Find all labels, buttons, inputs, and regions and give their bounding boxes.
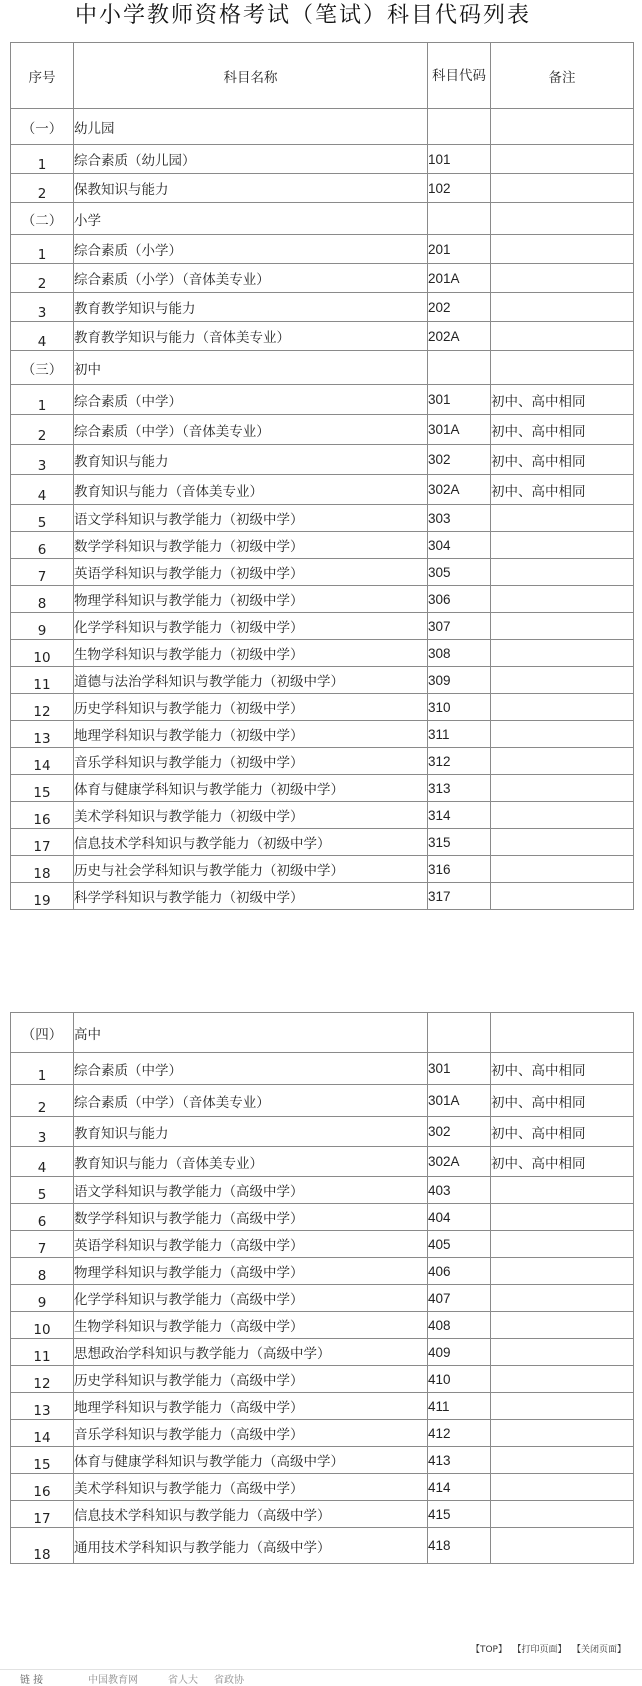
- remark: [491, 829, 634, 856]
- remark: [491, 802, 634, 829]
- subject-code: [428, 351, 491, 385]
- table-row: [11, 1312, 634, 1339]
- subject-code-table: [10, 42, 634, 910]
- remark: [491, 613, 634, 640]
- subject-name: 数学学科知识与教学能力（初级中学）: [74, 532, 428, 559]
- row-number: 2: [11, 264, 74, 293]
- subject-name: 教育知识与能力（音体美专业）: [74, 475, 428, 505]
- table-row: [11, 532, 634, 559]
- subject-name: 语文学科知识与教学能力（高级中学）: [74, 1177, 428, 1204]
- remark: [491, 1231, 634, 1258]
- subject-code: 316: [428, 856, 491, 883]
- subject-code: 406: [428, 1258, 491, 1285]
- row-number: （三）: [11, 351, 74, 385]
- row-number: 3: [11, 293, 74, 322]
- row-number: 11: [11, 1339, 74, 1366]
- subject-name: 体育与健康学科知识与教学能力（高级中学）: [74, 1447, 428, 1474]
- remark: [491, 1013, 634, 1053]
- subject-name: 音乐学科知识与教学能力（高级中学）: [74, 1420, 428, 1447]
- subject-name: 历史学科知识与教学能力（高级中学）: [74, 1366, 428, 1393]
- subject-name: 通用技术学科知识与教学能力（高级中学）: [74, 1528, 428, 1564]
- table-row: [11, 613, 634, 640]
- subject-name: 教育知识与能力（音体美专业）: [74, 1147, 428, 1177]
- subject-code: 202: [428, 293, 491, 322]
- table-row: [11, 1285, 634, 1312]
- subject-code: 302A: [428, 475, 491, 505]
- header-name: 科目名称: [74, 43, 428, 109]
- row-number: （一）: [11, 109, 74, 145]
- remark: [491, 264, 634, 293]
- row-number: 9: [11, 613, 74, 640]
- table-row: [11, 145, 634, 174]
- subject-name: 综合素质（中学）: [74, 385, 428, 415]
- table-row: [11, 1393, 634, 1420]
- subject-code: 201A: [428, 264, 491, 293]
- row-number: 7: [11, 1231, 74, 1258]
- subject-name: 高中: [74, 1013, 428, 1053]
- footer-links-label: 链 接: [20, 1675, 44, 1686]
- subject-code: [428, 203, 491, 235]
- subject-name: 语文学科知识与教学能力（初级中学）: [74, 505, 428, 532]
- remark: [491, 203, 634, 235]
- row-number: 13: [11, 1393, 74, 1420]
- subject-code: 415: [428, 1501, 491, 1528]
- row-number: 3: [11, 445, 74, 475]
- footer-link-edu[interactable]: 中国教育网: [88, 1675, 138, 1686]
- subject-name: 幼儿园: [74, 109, 428, 145]
- subject-code: 307: [428, 613, 491, 640]
- print-page-link[interactable]: 【打印页面】: [516, 1645, 567, 1655]
- row-number: 2: [11, 1085, 74, 1117]
- remark: 初中、高中相同: [491, 1053, 634, 1085]
- subject-name: 生物学科知识与教学能力（初级中学）: [74, 640, 428, 667]
- remark: [491, 1285, 634, 1312]
- row-number: 1: [11, 385, 74, 415]
- row-number: 1: [11, 145, 74, 174]
- subject-code: 314: [428, 802, 491, 829]
- table-row: [11, 748, 634, 775]
- subject-name: 历史与社会学科知识与教学能力（初级中学）: [74, 856, 428, 883]
- table-row: [11, 385, 634, 415]
- subject-name: 音乐学科知识与教学能力（初级中学）: [74, 748, 428, 775]
- subject-name: 教育知识与能力: [74, 445, 428, 475]
- subject-name: 初中: [74, 351, 428, 385]
- row-number: 12: [11, 694, 74, 721]
- row-number: 11: [11, 667, 74, 694]
- remark: 初中、高中相同: [491, 385, 634, 415]
- row-number: 4: [11, 1147, 74, 1177]
- subject-code: 315: [428, 829, 491, 856]
- table-row: [11, 856, 634, 883]
- table-row: [11, 475, 634, 505]
- remark: 初中、高中相同: [491, 445, 634, 475]
- subject-code: [428, 1013, 491, 1053]
- remark: [491, 1420, 634, 1447]
- subject-code: 301: [428, 385, 491, 415]
- subject-name: 物理学科知识与教学能力（高级中学）: [74, 1258, 428, 1285]
- subject-code: 411: [428, 1393, 491, 1420]
- subject-code: 404: [428, 1204, 491, 1231]
- subject-code: 407: [428, 1285, 491, 1312]
- remark: [491, 1204, 634, 1231]
- table-row: [11, 174, 634, 203]
- subject-name: 科学学科知识与教学能力（初级中学）: [74, 883, 428, 910]
- remark: [491, 667, 634, 694]
- table-row: [11, 1177, 634, 1204]
- subject-code: 301A: [428, 1085, 491, 1117]
- table-row: [11, 264, 634, 293]
- row-number: 13: [11, 721, 74, 748]
- remark: [491, 640, 634, 667]
- remark: 初中、高中相同: [491, 1147, 634, 1177]
- subject-code-table-continued: [10, 1012, 634, 1564]
- table-row: [11, 235, 634, 264]
- table-row: [11, 1204, 634, 1231]
- table-row: [11, 1501, 634, 1528]
- subject-name: 保教知识与能力: [74, 174, 428, 203]
- subject-code: 305: [428, 559, 491, 586]
- row-number: 18: [11, 1528, 74, 1564]
- table-row: [11, 802, 634, 829]
- subject-code: 201: [428, 235, 491, 264]
- table-row: [11, 586, 634, 613]
- subject-code: 308: [428, 640, 491, 667]
- subject-code: 408: [428, 1312, 491, 1339]
- table-row: [11, 1339, 634, 1366]
- remark: [491, 1501, 634, 1528]
- subject-name: 美术学科知识与教学能力（高级中学）: [74, 1474, 428, 1501]
- row-number: （二）: [11, 203, 74, 235]
- table-row: [11, 1053, 634, 1085]
- top-link[interactable]: 【TOP】: [470, 1645, 507, 1655]
- subject-code: 304: [428, 532, 491, 559]
- row-number: 15: [11, 1447, 74, 1474]
- subject-name: 地理学科知识与教学能力（初级中学）: [74, 721, 428, 748]
- subject-code: [428, 109, 491, 145]
- subject-name: 美术学科知识与教学能力（初级中学）: [74, 802, 428, 829]
- remark: [491, 1258, 634, 1285]
- subject-name: 综合素质（中学）（音体美专业）: [74, 1085, 428, 1117]
- subject-name: 教育教学知识与能力: [74, 293, 428, 322]
- remark: [491, 322, 634, 351]
- subject-name: 综合素质（中学）（音体美专业）: [74, 415, 428, 445]
- row-number: 15: [11, 775, 74, 802]
- table-row: [11, 1420, 634, 1447]
- subject-code: 410: [428, 1366, 491, 1393]
- subject-code: 301: [428, 1053, 491, 1085]
- subject-code: 414: [428, 1474, 491, 1501]
- subject-name: 地理学科知识与教学能力（高级中学）: [74, 1393, 428, 1420]
- row-number: 17: [11, 829, 74, 856]
- subject-code: 303: [428, 505, 491, 532]
- remark: [491, 775, 634, 802]
- subject-name: 综合素质（中学）: [74, 1053, 428, 1085]
- section-row: [11, 1013, 634, 1053]
- subject-name: 历史学科知识与教学能力（初级中学）: [74, 694, 428, 721]
- remark: [491, 883, 634, 910]
- table-row: [11, 415, 634, 445]
- subject-name: 小学: [74, 203, 428, 235]
- remark: [491, 351, 634, 385]
- row-number: （四）: [11, 1013, 74, 1053]
- remark: [491, 235, 634, 264]
- remark: [491, 559, 634, 586]
- row-number: 5: [11, 1177, 74, 1204]
- remark: [491, 145, 634, 174]
- remark: [491, 532, 634, 559]
- table-row: [11, 1474, 634, 1501]
- table-row: [11, 829, 634, 856]
- remark: [491, 505, 634, 532]
- row-number: 1: [11, 1053, 74, 1085]
- remark: [491, 109, 634, 145]
- remark: 初中、高中相同: [491, 475, 634, 505]
- subject-code: 312: [428, 748, 491, 775]
- row-number: 2: [11, 174, 74, 203]
- footer-link-cppcc[interactable]: 省政协: [214, 1675, 244, 1686]
- remark: [491, 586, 634, 613]
- row-number: 10: [11, 1312, 74, 1339]
- footer-link-npc[interactable]: 省人大: [168, 1675, 198, 1686]
- footer-links-bar: [0, 1669, 642, 1684]
- subject-code: 102: [428, 174, 491, 203]
- close-page-link[interactable]: 【关闭页面】: [576, 1645, 626, 1655]
- header-no: 序号: [11, 43, 74, 109]
- subject-name: 综合素质（幼儿园）: [74, 145, 428, 174]
- remark: [491, 1447, 634, 1474]
- subject-code: 403: [428, 1177, 491, 1204]
- header-code: 科目代码: [428, 43, 491, 109]
- remark: [491, 1366, 634, 1393]
- table-header-row: [11, 43, 634, 109]
- subject-code: 301A: [428, 415, 491, 445]
- subject-code: 313: [428, 775, 491, 802]
- row-number: 16: [11, 802, 74, 829]
- table-row: [11, 721, 634, 748]
- table-row: [11, 559, 634, 586]
- table-row: [11, 694, 634, 721]
- table-row: [11, 293, 634, 322]
- subject-name: 数学学科知识与教学能力（高级中学）: [74, 1204, 428, 1231]
- subject-name: 思想政治学科知识与教学能力（高级中学）: [74, 1339, 428, 1366]
- table-row: [11, 775, 634, 802]
- row-number: 14: [11, 748, 74, 775]
- row-number: 9: [11, 1285, 74, 1312]
- table-row: [11, 445, 634, 475]
- row-number: 2: [11, 415, 74, 445]
- row-number: 1: [11, 235, 74, 264]
- table-row: [11, 1147, 634, 1177]
- subject-name: 生物学科知识与教学能力（高级中学）: [74, 1312, 428, 1339]
- remark: [491, 1177, 634, 1204]
- subject-name: 体育与健康学科知识与教学能力（初级中学）: [74, 775, 428, 802]
- row-number: 8: [11, 1258, 74, 1285]
- section-row: [11, 109, 634, 145]
- subject-code: 302A: [428, 1147, 491, 1177]
- row-number: 5: [11, 505, 74, 532]
- subject-name: 信息技术学科知识与教学能力（高级中学）: [74, 1501, 428, 1528]
- subject-name: 综合素质（小学）: [74, 235, 428, 264]
- subject-name: 化学学科知识与教学能力（高级中学）: [74, 1285, 428, 1312]
- bottom-links: [461, 1642, 626, 1655]
- table-row: [11, 1366, 634, 1393]
- remark: [491, 694, 634, 721]
- subject-code: 306: [428, 586, 491, 613]
- remark: [491, 293, 634, 322]
- table-row: [11, 505, 634, 532]
- table-row: [11, 1528, 634, 1564]
- table-row: [11, 1447, 634, 1474]
- subject-code: 310: [428, 694, 491, 721]
- remark: 初中、高中相同: [491, 415, 634, 445]
- subject-code: 309: [428, 667, 491, 694]
- subject-name: 英语学科知识与教学能力（初级中学）: [74, 559, 428, 586]
- subject-name: 英语学科知识与教学能力（高级中学）: [74, 1231, 428, 1258]
- row-number: 16: [11, 1474, 74, 1501]
- subject-code: 202A: [428, 322, 491, 351]
- subject-name: 教育教学知识与能力（音体美专业）: [74, 322, 428, 351]
- row-number: 12: [11, 1366, 74, 1393]
- header-note: 备注: [491, 43, 634, 109]
- subject-code: 311: [428, 721, 491, 748]
- row-number: 10: [11, 640, 74, 667]
- row-number: 3: [11, 1117, 74, 1147]
- remark: [491, 1528, 634, 1564]
- table-row: [11, 1258, 634, 1285]
- subject-name: 物理学科知识与教学能力（初级中学）: [74, 586, 428, 613]
- row-number: 7: [11, 559, 74, 586]
- subject-name: 教育知识与能力: [74, 1117, 428, 1147]
- remark: [491, 748, 634, 775]
- subject-code: 413: [428, 1447, 491, 1474]
- remark: [491, 721, 634, 748]
- table-row: [11, 1085, 634, 1117]
- row-number: 4: [11, 475, 74, 505]
- subject-code: 302: [428, 445, 491, 475]
- row-number: 6: [11, 1204, 74, 1231]
- row-number: 17: [11, 1501, 74, 1528]
- subject-name: 化学学科知识与教学能力（初级中学）: [74, 613, 428, 640]
- subject-code: 405: [428, 1231, 491, 1258]
- row-number: 18: [11, 856, 74, 883]
- row-number: 8: [11, 586, 74, 613]
- subject-code: 409: [428, 1339, 491, 1366]
- section-row: [11, 351, 634, 385]
- section-row: [11, 203, 634, 235]
- table-row: [11, 667, 634, 694]
- remark: 初中、高中相同: [491, 1085, 634, 1117]
- subject-code: 317: [428, 883, 491, 910]
- subject-code: 412: [428, 1420, 491, 1447]
- remark: [491, 1474, 634, 1501]
- remark: [491, 1339, 634, 1366]
- subject-code: 418: [428, 1528, 491, 1564]
- table-row: [11, 883, 634, 910]
- row-number: 14: [11, 1420, 74, 1447]
- row-number: 4: [11, 322, 74, 351]
- subject-code: 101: [428, 145, 491, 174]
- remark: [491, 1393, 634, 1420]
- remark: [491, 174, 634, 203]
- table-row: [11, 640, 634, 667]
- table-row: [11, 1231, 634, 1258]
- subject-name: 综合素质（小学）（音体美专业）: [74, 264, 428, 293]
- remark: [491, 1312, 634, 1339]
- remark: [491, 856, 634, 883]
- table-row: [11, 322, 634, 351]
- remark: 初中、高中相同: [491, 1117, 634, 1147]
- subject-name: 道德与法治学科知识与教学能力（初级中学）: [74, 667, 428, 694]
- subject-name: 信息技术学科知识与教学能力（初级中学）: [74, 829, 428, 856]
- page-title: 中小学教师资格考试（笔试）科目代码列表: [74, 3, 531, 28]
- subject-code: 302: [428, 1117, 491, 1147]
- row-number: 6: [11, 532, 74, 559]
- row-number: 19: [11, 883, 74, 910]
- table-row: [11, 1117, 634, 1147]
